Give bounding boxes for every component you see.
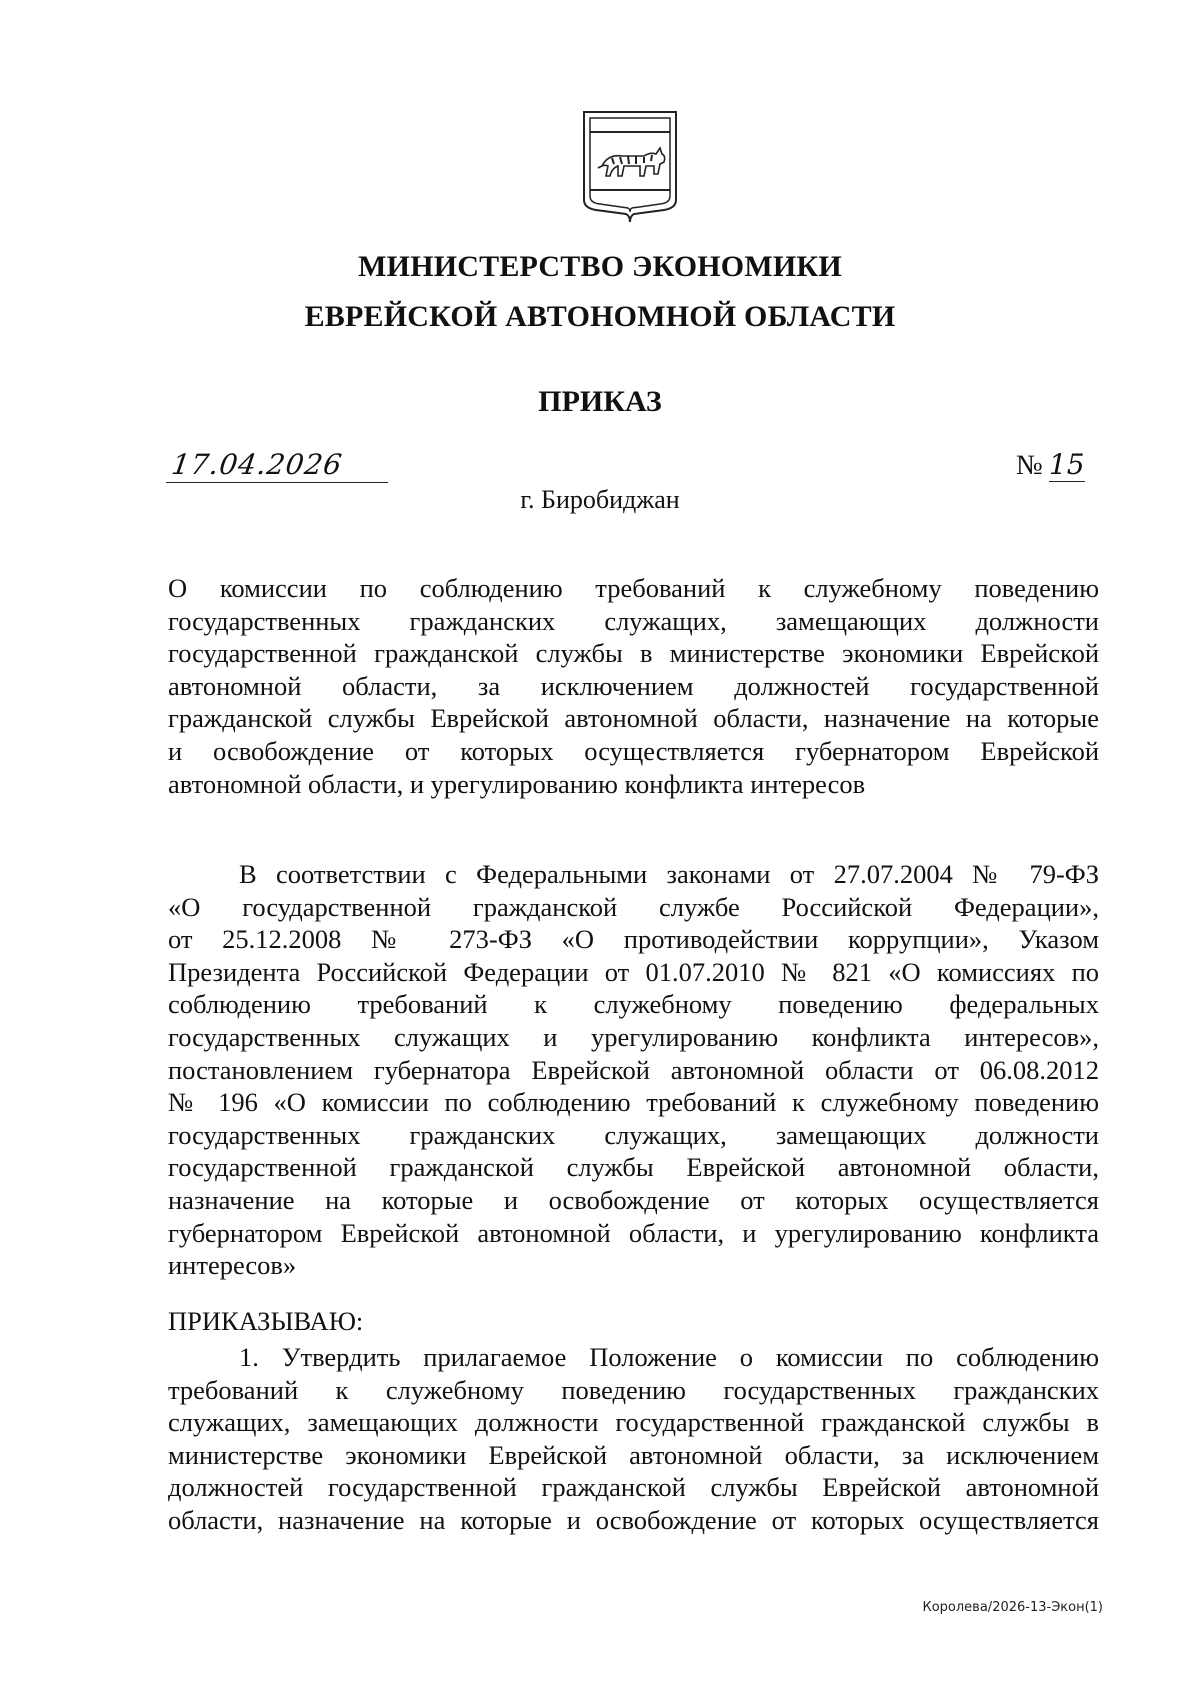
preamble-line: соблюдению требований к служебному поведению федеральных <box>168 989 1099 1020</box>
preamble-line: Президента Российской Федерации от 01.07.2010 № 821 «О комиссиях по <box>168 956 1099 987</box>
preamble-line: губернатором Еврейской автономной области, и урегулированию конфликта <box>168 1217 1099 1248</box>
ministry-title-line2: ЕВРЕЙСКОЙ АВТОНОМНОЙ ОБЛАСТИ <box>304 300 896 333</box>
order-date-handwritten: 17.04.2026 <box>169 448 345 481</box>
item-line: служащих, замещающих должности государственной гражданской службы в <box>168 1407 1099 1438</box>
preamble-paragraph <box>168 858 1099 1282</box>
item-line: области, назначение на которые и освобождение от которых осуществляется <box>168 1504 1099 1535</box>
subject-line: гражданской службы Еврейской автономной области, назначение на которые <box>168 703 1099 734</box>
preamble-line: назначение на которые и освобождение от которых осуществляется <box>168 1184 1099 1215</box>
subject-line: государственных гражданских служащих, замещающих должности <box>168 605 1099 636</box>
subject-line: О комиссии по соблюдению требований к служебному поведению <box>168 573 1099 603</box>
order-directive-heading: ПРИКАЗЫВАЮ: <box>168 1306 364 1336</box>
document-code-footer: Королева/2026-13-Экон(1) <box>922 1600 1103 1615</box>
ministry-title-line1: МИНИСТЕРСТВО ЭКОНОМИКИ <box>358 250 842 283</box>
item-line: 1. Утвердить прилагаемое Положение о комиссии по соблюдению <box>239 1342 1099 1372</box>
issue-city: г. Биробиджан <box>520 485 680 514</box>
preamble-line: государственной гражданской службы Еврейской автономной области, <box>168 1152 1099 1183</box>
preamble-line: постановлением губернатора Еврейской автономной области от 06.08.2012 <box>168 1054 1099 1085</box>
item-line: требований к служебному поведению государственных гражданских <box>168 1374 1099 1405</box>
number-sign: № <box>1016 450 1043 481</box>
subject-line: государственной гражданской службы в министерстве экономики Еврейской <box>168 638 1099 669</box>
preamble-line: В соответствии с Федеральными законами от 27.07.2004 № 79-ФЗ <box>239 859 1099 889</box>
preamble-line: «О государственной гражданской службе Российской Федерации», <box>168 891 1099 922</box>
preamble-line: интересов» <box>168 1250 297 1281</box>
tiger-shield-icon <box>578 108 682 228</box>
item-line: министерстве экономики Еврейской автономной области, за исключением <box>168 1439 1099 1470</box>
preamble-line: государственных гражданских служащих, замещающих должности <box>168 1119 1099 1150</box>
order-number-handwritten: 15 <box>1048 448 1085 481</box>
preamble-line: № 196 «О комиссии по соблюдению требований к служебному поведению <box>168 1087 1099 1118</box>
document-type: ПРИКАЗ <box>538 385 662 418</box>
order-subject <box>168 572 1099 800</box>
order-item-1 <box>168 1341 1099 1537</box>
preamble-line: от 25.12.2008 № 273-ФЗ «О противодействии коррупции», Указом <box>168 924 1099 955</box>
coat-of-arms-emblem <box>578 108 682 228</box>
item-line: должностей государственной гражданской службы Еврейской автономной <box>168 1472 1099 1503</box>
order-date-field <box>166 448 388 483</box>
subject-line: автономной области, за исключением должностей государственной <box>168 670 1099 701</box>
preamble-line: государственных служащих и урегулированию конфликта интересов», <box>168 1021 1099 1052</box>
order-number-field <box>1016 448 1085 482</box>
subject-line: и освобождение от которых осуществляется губернатором Еврейской <box>168 735 1099 766</box>
subject-line: автономной области, и урегулированию конфликта интересов <box>168 768 866 799</box>
